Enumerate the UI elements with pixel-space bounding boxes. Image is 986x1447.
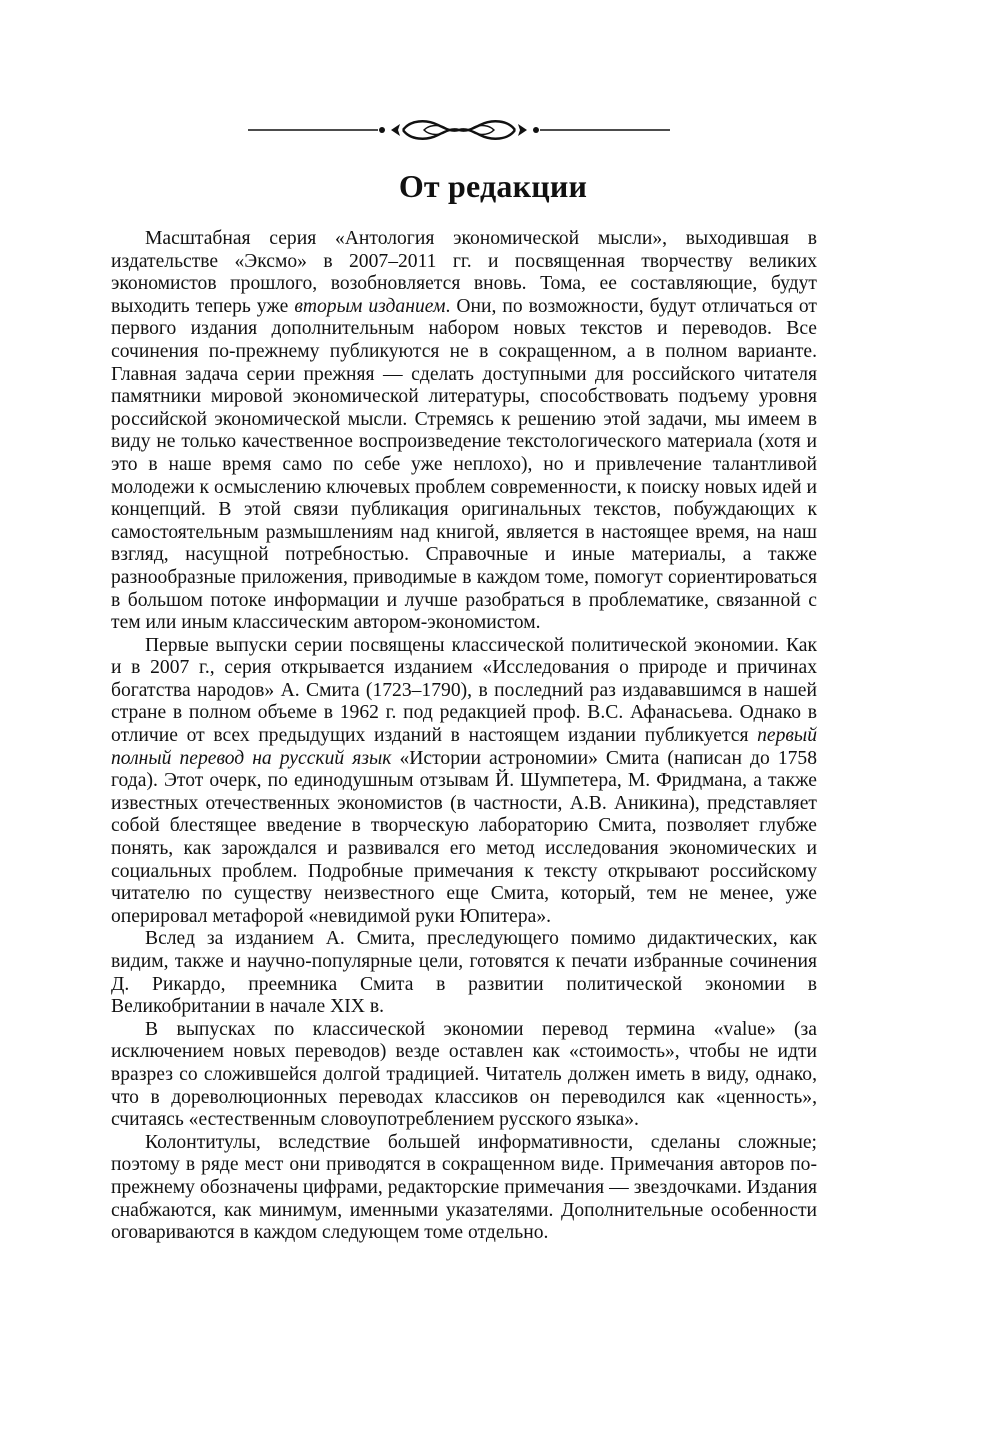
paragraph-text: . Они, по возможности, будут отличаться от первого издания дополнительным набором новых текстов и переводов. Все сочинения по-прежнему публикуются не в сокращенном, а в полном варианте. Главная задача серии прежняя — сделать доступными для российского читателя памятники мировой экономической литературы, способствовать подъему уровня российской экономической мысли. Стремясь к решению этой задачи, мы имеем в виду не только качественное воспроизведение текстологического материала (хотя и это в наше время само по себе уже неплохо), но и привлечение талантливой молодежи к осмыслению ключевых проблем современности, к поиску новых идей и концепций. В этой связи публикация оригинальных текстов, побуждающих к самостоятельным размышлениям над книгой, является в настоящее время, на наш взгляд, насущной потребностью. Справочные и иные материалы, а также разнообразные приложения, приводимые в каждом томе, помогут сориентироваться в большом потоке информации и лучше разобраться в проблематике, связанной с тем или иным классическим автором-экономистом.: [111, 295, 817, 634]
paragraph-text: Первые выпуски серии посвящены классической политической экономии. Как и в 2007 г., серия открывается изданием «Исследования о природе и причинах богатства народов» А. Смита (1723–1790), в последний раз издававшимся в нашей стране в полном объеме в 1962 г. под редакцией проф. В.С. Афанасьева. Однако в отличие от всех предыдущих изданий в настоящем издании публикуется: [111, 634, 817, 747]
emphasis-text: первый полный перевод на русский язык: [111, 725, 817, 769]
paragraph: [111, 928, 817, 1018]
paragraph-text: «Истории астрономии» Смита (написан до 1758 года). Этот очерк, по единодушным отзывам Й. Шумпетера, М. Фридмана, а также известных отечественных экономистов (в частности, А.В. Аникина), представляет собой блестящее введение в творческую лабораторию Смита, позволяет глубже понять, как зарождался и развивался его метод исследования экономических и социальных проблем. Подробные примечания к тексту открывают российскому читателю по существу неизвестного еще Смита, который, тем не менее, уже оперировал метафорой «невидимой руки Юпитера».: [111, 747, 818, 927]
paragraph: [111, 1132, 817, 1245]
paragraph-text: Колонтитулы, вследствие большей информативности, сделаны сложные; поэтому в ряде мест они приводятся в сокращенном виде. Примечания авторов по-прежнему обозначены цифрами, редакторские примечания — звездочками. Издания снабжаются, как минимум, именными указателями. Дополнительные особенности оговариваются в каждом следующем томе отдельно.: [111, 1131, 817, 1244]
decorative-ornament: [248, 112, 670, 148]
emphasis-text: вторым изданием: [294, 295, 446, 317]
paragraph-text: В выпусках по классической экономии перевод термина «value» (за исключением новых переводов) везде оставлен как «стоимость», чтобы не идти вразрез со сложившейся долгой традицией. Читатель должен иметь в виду, однако, что в дореволюционных переводах классиков он переводился как «ценность», считаясь «естественным словоупотреблением русского языка».: [111, 1018, 817, 1131]
body-text: [111, 228, 817, 1245]
paragraph: [111, 1019, 817, 1132]
page-title: От редакции: [398, 168, 588, 204]
paragraph-text: Вслед за изданием А. Смита, преследующего помимо дидактических, как видим, также и научно-популярные цели, готовятся к печати избранные сочинения Д. Рикардо, преемника Смита в развитии политической экономии в Великобритании в начале XIX в.: [111, 928, 817, 1018]
paragraph: [111, 635, 817, 929]
paragraph: [111, 228, 817, 635]
paragraph-text: Масштабная серия «Антология экономической мысли», выходившая в издательстве «Эксмо» в 2007–2011 гг. и посвященная творчеству великих экономистов прошлого, возобновляется вновь. Тома, ее составляющие, будут выходить теперь уже: [111, 228, 817, 317]
